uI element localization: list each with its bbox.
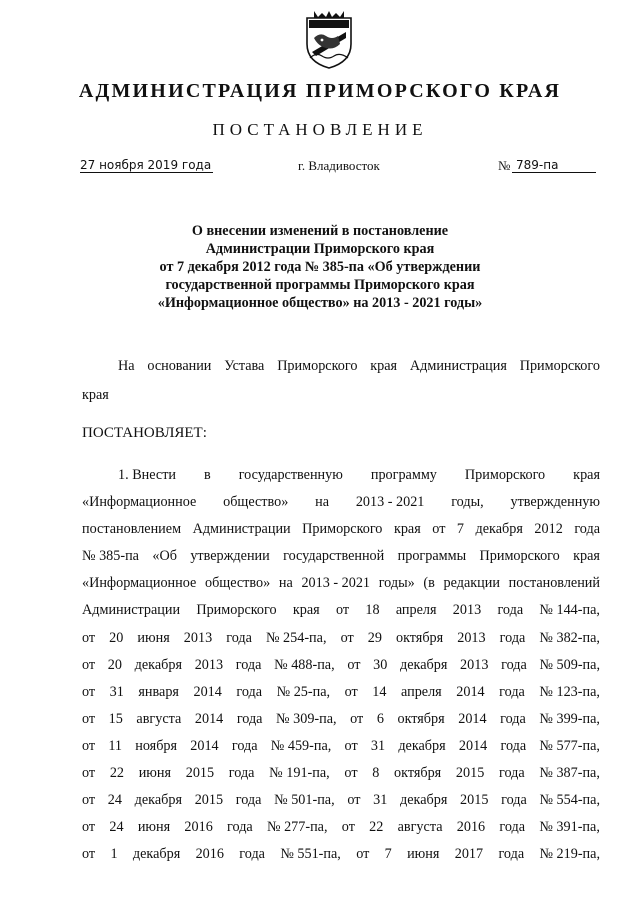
word: 2014 — [193, 683, 222, 700]
word: апреля — [395, 602, 437, 619]
document-title — [90, 222, 550, 312]
word: годы» — [378, 575, 415, 592]
word: края — [292, 602, 320, 619]
word: «Информационное — [82, 494, 197, 511]
document-date: 27 ноября 2019 года — [80, 158, 212, 172]
word: «Информационное — [82, 575, 197, 592]
body-line — [82, 462, 600, 489]
word: программу — [370, 467, 437, 483]
word: года — [226, 629, 252, 646]
word: от — [344, 765, 358, 782]
word: октября — [397, 710, 445, 727]
word: 2014 — [458, 710, 487, 727]
word: № 554-па, — [539, 792, 600, 809]
word: от — [82, 846, 96, 863]
word: октября — [394, 765, 442, 782]
word: Администрация — [409, 358, 507, 374]
word: от — [82, 656, 96, 673]
word: № 254-па, — [265, 629, 327, 646]
word: № 385-па — [82, 548, 139, 565]
word: на — [278, 575, 293, 592]
word: года — [227, 819, 253, 836]
body-line — [82, 625, 600, 652]
word: Администрации — [192, 521, 291, 538]
word: постановлением — [82, 521, 182, 538]
word: края — [573, 467, 600, 483]
word: 2014 — [190, 737, 219, 754]
word: 22 — [369, 819, 384, 836]
word: 2017 — [454, 846, 484, 863]
word: 2016 — [184, 819, 213, 836]
word: июня — [137, 629, 170, 646]
word: 1. Внести — [118, 467, 176, 483]
word: 2015 — [185, 765, 215, 782]
word: Приморского — [464, 467, 546, 483]
word: № 277-па, — [266, 819, 328, 836]
body-line — [82, 516, 600, 543]
word: № 551-па, — [280, 846, 341, 863]
word: 2013 - 2021 — [355, 494, 425, 511]
body-line — [82, 814, 600, 841]
word: На — [118, 358, 135, 374]
word: 18 — [365, 602, 380, 619]
preamble-line: края — [82, 387, 109, 403]
word: Администрации — [82, 602, 181, 619]
word: 24 — [109, 819, 124, 836]
word: декабря — [475, 521, 523, 538]
word: 2015 — [460, 792, 489, 809]
word: декабря — [400, 656, 448, 673]
word: 2013 — [457, 629, 486, 646]
body-line — [82, 597, 600, 624]
word: № 123-па, — [539, 683, 600, 700]
word: 2014 — [458, 737, 488, 754]
word: 2016 — [456, 819, 486, 836]
word: июня — [137, 819, 171, 836]
word: 20 — [107, 656, 122, 673]
word: № 391-па, — [539, 819, 600, 836]
word: 20 — [109, 629, 124, 646]
word: года — [499, 683, 525, 700]
word: Приморского — [519, 358, 600, 374]
word: от — [344, 683, 358, 700]
word: года — [236, 683, 263, 700]
word: утверждении — [190, 548, 270, 565]
word: государственную — [238, 467, 343, 483]
title-line: от 7 декабря 2012 года № 385-па «Об утверждении — [159, 259, 481, 275]
word: года — [235, 656, 262, 673]
body-line — [82, 652, 600, 679]
word: от — [432, 521, 446, 538]
word: на — [315, 494, 330, 511]
word: от — [82, 737, 96, 754]
title-line: государственной программы Приморского края — [165, 277, 475, 293]
word: 15 — [108, 710, 123, 727]
word: от — [82, 629, 96, 646]
decree-word: ПОСТАНОВЛЯЕТ: — [82, 425, 207, 441]
word: января — [138, 683, 179, 700]
word: программы — [397, 548, 467, 565]
word: 2013 — [194, 656, 224, 673]
word: 11 — [108, 737, 123, 754]
word: от — [335, 602, 350, 619]
word: края — [370, 358, 398, 374]
word: края — [573, 548, 600, 565]
word: № 577-па, — [539, 737, 600, 754]
word: № 382-па, — [539, 629, 600, 646]
word: 2012 — [534, 521, 563, 538]
word: Приморского — [479, 548, 560, 565]
word: 8 — [372, 765, 380, 782]
body-line — [82, 679, 600, 706]
preamble-line — [82, 352, 600, 381]
word: 2014 — [194, 710, 224, 727]
word: № 399-па, — [539, 710, 600, 727]
word: 30 — [373, 656, 388, 673]
word: № 144-па, — [539, 602, 600, 619]
word: от — [347, 792, 361, 809]
organization-name: АДМИНИСТРАЦИЯ ПРИМОРСКОГО КРАЯ — [78, 80, 562, 102]
word: декабря — [132, 846, 181, 863]
body-line — [82, 733, 600, 760]
word: года — [228, 765, 255, 782]
word: Приморского — [302, 521, 383, 538]
body-line — [82, 841, 600, 868]
word: № 191-па, — [269, 765, 330, 782]
word: декабря — [398, 737, 446, 754]
word: года — [497, 602, 524, 619]
preamble-paragraph — [82, 352, 600, 410]
word: 2013 — [460, 656, 489, 673]
body-line — [82, 489, 600, 516]
word: от — [350, 710, 364, 727]
word: № 309-па, — [276, 710, 337, 727]
word: основании — [147, 358, 212, 374]
word: года — [499, 819, 526, 836]
document-city: г. Владивосток — [298, 158, 380, 173]
word: года — [498, 846, 525, 863]
word: декабря — [134, 656, 183, 673]
word: «Об — [152, 548, 177, 565]
word: 24 — [107, 792, 122, 809]
word: года — [574, 521, 600, 538]
word: № 459-па, — [270, 737, 332, 754]
word: 2013 — [452, 602, 482, 619]
word: Устава — [224, 358, 265, 374]
word: 7 — [384, 846, 392, 863]
word: октября — [395, 629, 444, 646]
word: № 509-па, — [539, 656, 600, 673]
word: от — [82, 792, 96, 809]
body-line — [82, 543, 600, 570]
word: постановлений — [508, 575, 600, 592]
word: 14 — [372, 683, 387, 700]
word: ноября — [135, 737, 178, 754]
body-line — [82, 706, 600, 733]
word: 31 — [370, 737, 386, 754]
word: № 219-па, — [539, 846, 600, 863]
word: года — [239, 846, 265, 863]
word: года — [500, 737, 527, 754]
body-line — [82, 570, 600, 597]
word: от — [82, 765, 96, 782]
word: июня — [407, 846, 440, 863]
word: № 25-па, — [276, 683, 331, 700]
document-type: ПОСТАНОВЛЕНИЕ — [212, 120, 428, 139]
word: от — [347, 656, 361, 673]
word: годы, — [451, 494, 484, 511]
word: года — [501, 656, 527, 673]
word: августа — [397, 819, 443, 836]
word: 2013 — [183, 629, 213, 646]
title-line: «Информационное общество» на 2013 - 2021 годы» — [157, 295, 483, 311]
word: утвержденную — [510, 494, 600, 511]
word: редакции — [443, 575, 500, 592]
word: в — [204, 467, 211, 483]
word: июня — [138, 765, 172, 782]
document-number: 789-па — [512, 158, 596, 173]
word: общество» — [205, 575, 271, 592]
word: года — [235, 792, 262, 809]
word: от — [344, 737, 358, 754]
word: от — [356, 846, 370, 863]
word: № 501-па, — [274, 792, 335, 809]
word: 2014 — [456, 683, 485, 700]
word: Приморского — [196, 602, 277, 619]
word: от — [82, 710, 96, 727]
word: 6 — [376, 710, 384, 727]
title-line: О внесении изменений в постановление — [191, 223, 449, 239]
word: года — [231, 737, 258, 754]
word: года — [499, 629, 526, 646]
word: 2015 — [194, 792, 224, 809]
document-number-label: № — [498, 158, 511, 173]
word: 1 — [110, 846, 118, 863]
word: апреля — [401, 683, 442, 700]
word: 2016 — [195, 846, 224, 863]
body-paragraph — [82, 462, 600, 868]
word: № 387-па, — [539, 765, 600, 782]
word: 31 — [109, 683, 124, 700]
word: августа — [136, 710, 182, 727]
word: края — [393, 521, 421, 538]
coat-of-arms-icon — [304, 8, 354, 70]
word: 29 — [367, 629, 382, 646]
word: декабря — [134, 792, 183, 809]
word: № 488-па, — [274, 656, 335, 673]
word: 2013 - 2021 — [301, 575, 371, 592]
word: года — [236, 710, 263, 727]
word: 2015 — [455, 765, 485, 782]
title-line: Администрации Приморского края — [205, 241, 435, 257]
word: года — [500, 710, 526, 727]
word: года — [501, 792, 527, 809]
word: от — [82, 683, 96, 700]
word: года — [498, 765, 525, 782]
word: от — [82, 819, 96, 836]
word: от — [341, 819, 355, 836]
word: декабря — [400, 792, 448, 809]
body-line — [82, 787, 600, 814]
word: Приморского — [277, 358, 358, 374]
word: общество» — [223, 494, 289, 511]
word: (в — [423, 575, 435, 592]
body-line — [82, 760, 600, 787]
word: 31 — [373, 792, 388, 809]
word: государственной — [283, 548, 385, 565]
word: 7 — [456, 521, 465, 538]
word: 22 — [109, 765, 124, 782]
word: от — [340, 629, 354, 646]
